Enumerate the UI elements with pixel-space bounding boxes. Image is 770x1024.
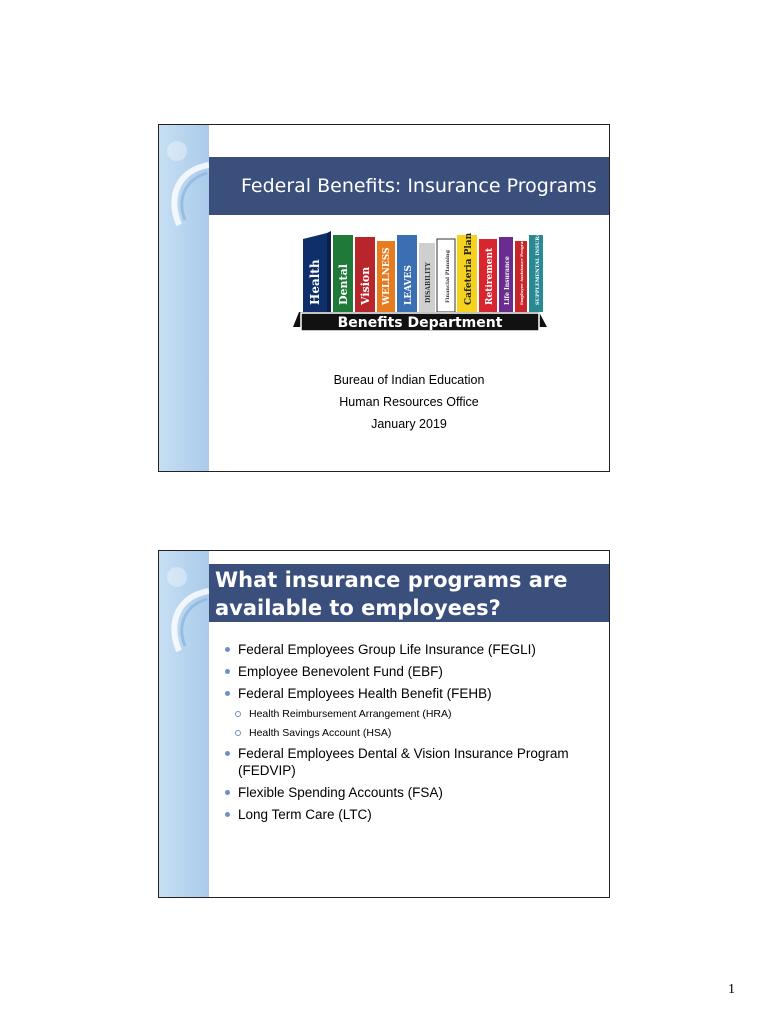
slide-accent-stripe xyxy=(159,125,209,471)
book-label: Life Insurance xyxy=(504,256,511,305)
org-line: Bureau of Indian Education xyxy=(333,373,485,387)
sub-list-item: Health Reimbursement Arrangement (HRA) xyxy=(225,707,599,721)
list-item: Long Term Care (LTC) xyxy=(225,806,599,823)
book-label: Financial Planning xyxy=(445,250,451,303)
sub-list-item: Health Savings Account (HSA) xyxy=(225,726,599,740)
book-label: SUPPLEMENTAL INSURANCES xyxy=(535,217,541,305)
benefits-books-illustration xyxy=(289,217,549,357)
bullet-icon xyxy=(225,669,230,674)
book-label: DISABILITY xyxy=(425,262,432,303)
slide-2 xyxy=(158,550,610,898)
list-item: Federal Employees Group Life Insurance (FEGLI) xyxy=(225,641,599,658)
book-label: Cafeteria Plan xyxy=(464,232,474,305)
banner-text: Benefits Department xyxy=(337,315,503,331)
book-label: Vision xyxy=(359,266,372,305)
bullet-icon xyxy=(225,812,230,817)
bullet-icon xyxy=(225,751,230,756)
list-item: Employee Benevolent Fund (EBF) xyxy=(225,663,599,680)
slide-title: Federal Benefits: Insurance Programs xyxy=(209,157,609,215)
bullet-icon xyxy=(225,691,230,696)
date-line: January 2019 xyxy=(371,417,447,431)
book-label: WELLNESS xyxy=(382,247,392,305)
page-number: 1 xyxy=(728,982,735,997)
slide-accent-stripe xyxy=(159,551,209,897)
title-line-2: available to employees? xyxy=(215,596,501,620)
sub-bullet-icon xyxy=(235,730,241,736)
book-label: Health xyxy=(308,259,322,305)
title-line-1: What insurance programs are xyxy=(215,568,568,592)
slide-title xyxy=(209,564,609,622)
bullet-icon xyxy=(225,647,230,652)
book-label: Retirement xyxy=(485,247,495,305)
slide-1 xyxy=(158,124,610,472)
bullet-icon xyxy=(225,790,230,795)
book-label: Employee Assistance Program (EAP) xyxy=(519,222,524,305)
list-item: Federal Employees Dental & Vision Insurance Program (FEDVIP) xyxy=(225,745,599,779)
book-label: Dental xyxy=(337,264,350,305)
bullet-list xyxy=(225,641,599,828)
book-label: LEAVES xyxy=(404,265,414,305)
sub-bullet-icon xyxy=(235,711,241,717)
office-line: Human Resources Office xyxy=(339,395,479,409)
list-item: Flexible Spending Accounts (FSA) xyxy=(225,784,599,801)
list-item: Federal Employees Health Benefit (FEHB) xyxy=(225,685,599,702)
